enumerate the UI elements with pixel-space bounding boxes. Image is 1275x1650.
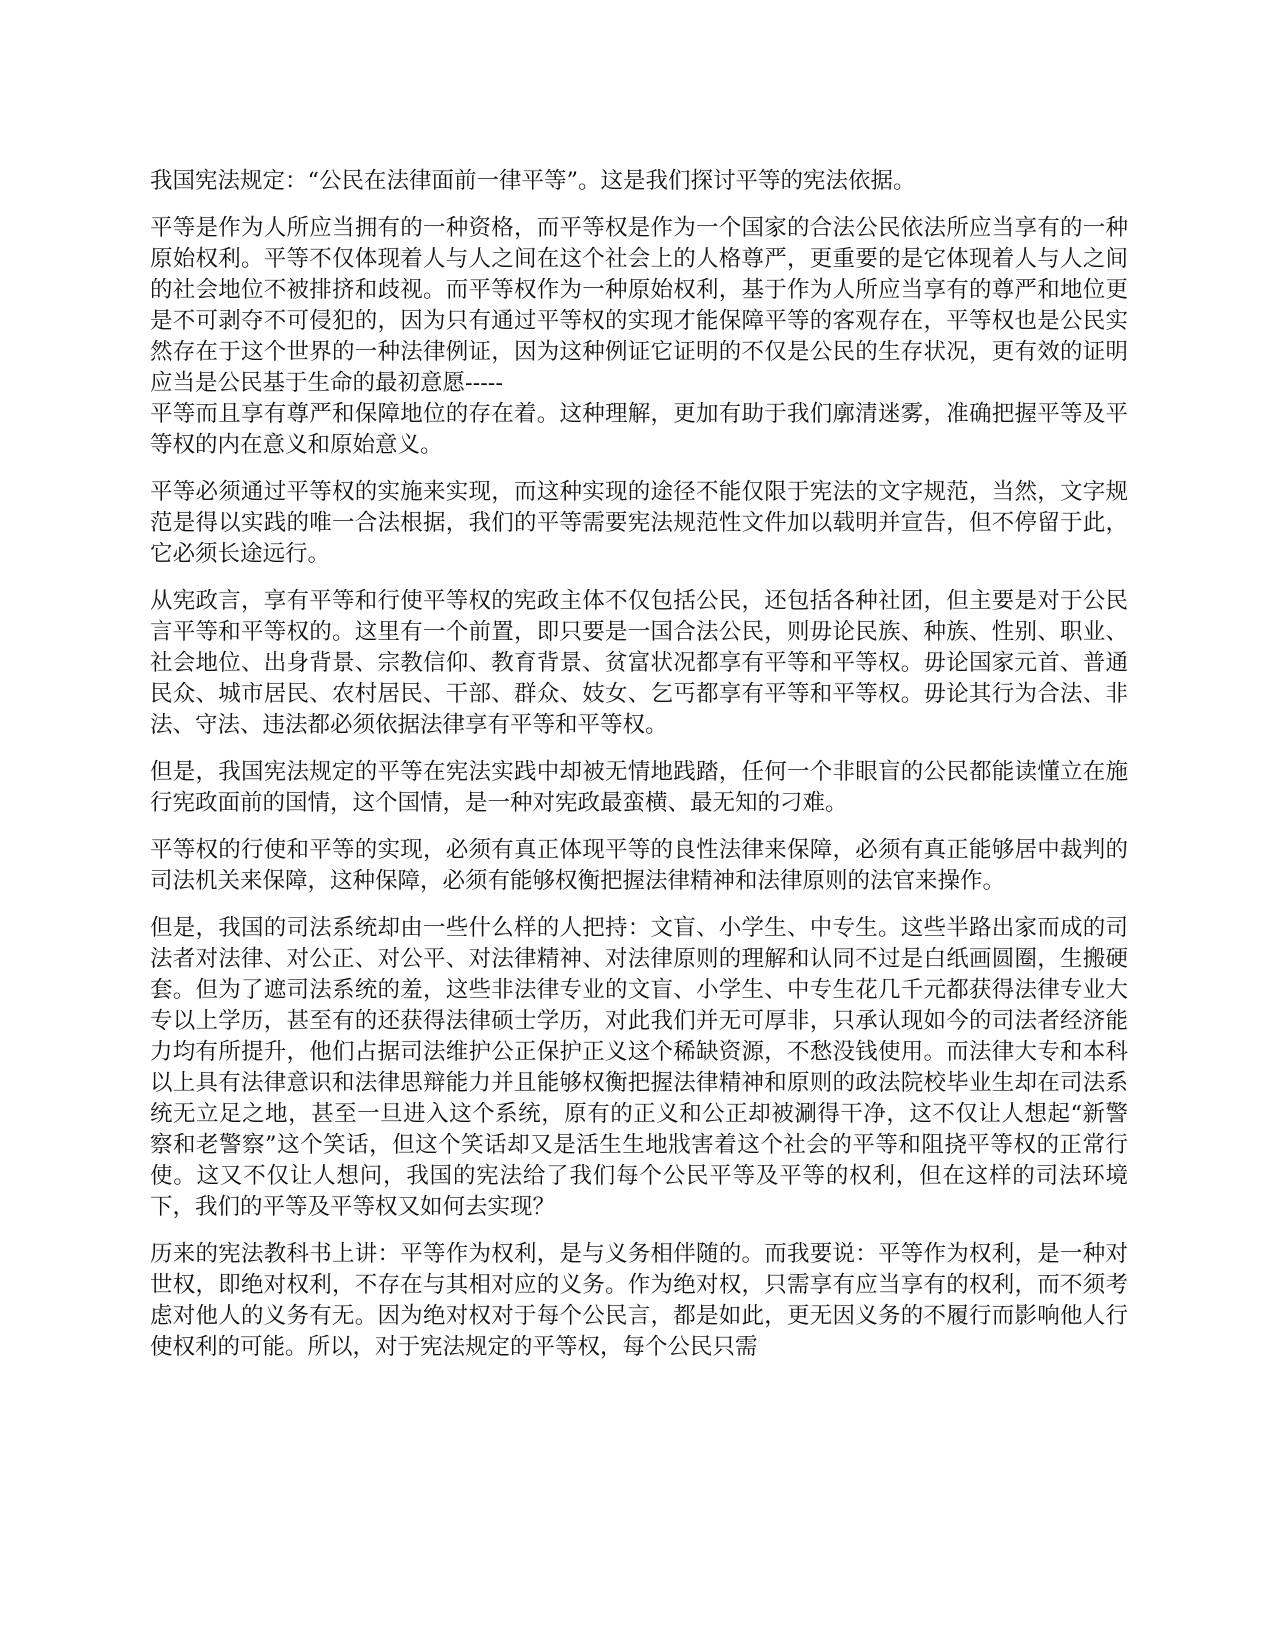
paragraph-implementation: 平等必须通过平等权的实施来实现，而这种实现的途径不能仅限于宪法的文字规范，当然，文字规范是得以实践的唯一合法根据，我们的平等需要宪法规范性文件加以载明并宣告，但不停留于此，它必须长途远行。 xyxy=(150,479,1128,567)
paragraph-equality-definition: 平等是作为人所应当拥有的一种资格，而平等权是作为一个国家的合法公民依法所应当享有的一种原始权利。平等不仅体现着人与人之间在这个社会上的人格尊严，更重要的是它体现着人与人之间的社会地位不被排挤和歧视。而平等权作为一种原始权利，基于作为人所应当享有的尊严和地位更是不可剥夺不可侵犯的，因为只有通过平等权的实现才能保障平等的客观存在，平等权也是公民实然存在于这个世界的一种法律例证，因为这种例证它证明的不仅是公民的生存状况，更有效的证明应当是公民基于生命的最初意愿----- xyxy=(150,215,1128,396)
paragraph-judicial-system: 但是，我国的司法系统却由一些什么样的人把持：文盲、小学生、中专生。这些半路出家而成的司法者对法律、对公正、对公平、对法律精神、对法律原则的理解和认同不过是白纸画圆圈，生搬硬套。但为了遮司法系统的羞，这些非法律专业的文盲、小学生、中专生花几千元都获得法律专业大专以上学历，甚至有的还获得法律硕士学历，对此我们并无可厚非，只承认现如今的司法者经济能力均有所提升，他们占据司法维护公正保护正义这个稀缺资源，不愁没钱使用。而法律大专和本科以上具有法律意识和法律思辩能力并且能够权衡把握法律精神和原则的政法院校毕业生却在司法系统无立足之地，甚至一旦进入这个系统，原有的正义和公正却被涮得干净，这不仅让人想起“新警察和老警察”这个笑话，但这个笑话却又是活生生地戕害着这个社会的平等和阻挠平等权的正常行使。这又不仅让人想问，我国的宪法给了我们每个公民平等及平等的权利，但在这样的司法环境下，我们的平等及平等权又如何去实现？ xyxy=(150,915,1128,1220)
paragraph-constitution-clause: 我国宪法规定：“公民在法律面前一律平等”。这是我们探讨平等的宪法依据。 xyxy=(150,168,916,194)
paragraph-guarantee: 平等权的行使和平等的实现，必须有真正体现平等的良性法律来保障，必须有真正能够居中裁判的司法机关来保障，这种保障，必须有能够权衡把握法律精神和法律原则的法官来操作。 xyxy=(150,837,1128,894)
paragraph-equality-continued: 平等而且享有尊严和保障地位的存在着。这种理解，更加有助于我们廓清迷雾，准确把握平等及平等权的内在意义和原始意义。 xyxy=(150,401,1128,458)
paragraph-practice: 但是，我国宪法规定的平等在宪法实践中却被无情地践踏，任何一个非眼盲的公民都能读懂立在施行宪政面前的国情，这个国情，是一种对宪政最蛮横、最无知的刁难。 xyxy=(150,759,1128,816)
paragraph-textbook: 历来的宪法教科书上讲：平等作为权利，是与义务相伴随的。而我要说：平等作为权利，是一种对世权，即绝对权利，不存在与其相对应的义务。作为绝对权，只需享有应当享有的权利，而不须考虑对他人的义务有无。因为绝对权对于每个公民言，都是如此，更无因义务的不履行而影响他人行使权利的可能。所以，对于宪法规定的平等权，每个公民只需 xyxy=(150,1241,1128,1360)
document-page xyxy=(150,166,1128,1379)
paragraph-constitutional-subjects: 从宪政言，享有平等和行使平等权的宪政主体不仅包括公民，还包括各种社团，但主要是对于公民言平等和平等权的。这里有一个前置，即只要是一国合法公民，则毋论民族、种族、性别、职业、社会地位、出身背景、宗教信仰、教育背景、贫富状况都享有平等和平等权。毋论国家元首、普通民众、城市居民、农村居民、干部、群众、妓女、乞丐都享有平等和平等权。毋论其行为合法、非法、守法、违法都必须依据法律享有平等和平等权。 xyxy=(150,588,1128,738)
